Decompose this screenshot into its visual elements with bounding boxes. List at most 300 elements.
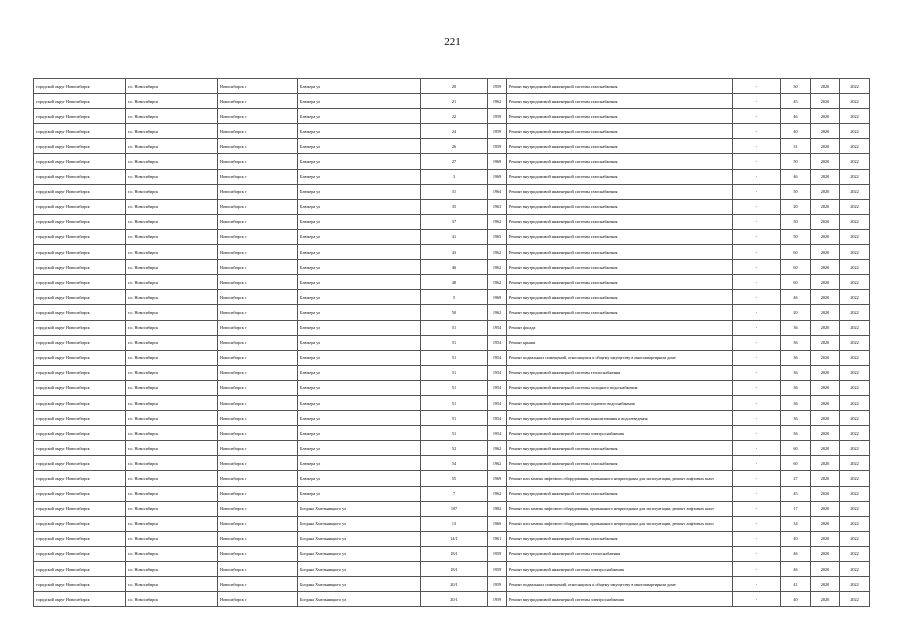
cell-note: - bbox=[733, 395, 781, 410]
cell-settlement: Новосибирск г bbox=[218, 245, 298, 260]
cell-work-type: Ремонт внутридомовой инженерной системы теплоснабжения bbox=[507, 365, 733, 380]
cell-start-year: 2020 bbox=[811, 592, 840, 607]
cell-district: г.о. Новосибирск bbox=[126, 486, 218, 501]
cell-volume: 50 bbox=[781, 154, 811, 169]
cell-municipality: городской округ Новосибирск bbox=[34, 245, 126, 260]
cell-volume: 31 bbox=[781, 139, 811, 154]
cell-volume: 46 bbox=[781, 290, 811, 305]
cell-year: 1962 bbox=[488, 260, 507, 275]
cell-start-year: 2020 bbox=[811, 275, 840, 290]
cell-municipality: городской округ Новосибирск bbox=[34, 139, 126, 154]
cell-end-year: 2022 bbox=[840, 184, 870, 199]
cell-work-type: Ремонт внутридомовой инженерной системы газоснабжения bbox=[507, 169, 733, 184]
cell-municipality: городской округ Новосибирск bbox=[34, 154, 126, 169]
cell-note: - bbox=[733, 139, 781, 154]
cell-district: г.о. Новосибирск bbox=[126, 592, 218, 607]
cell-district: г.о. Новосибирск bbox=[126, 335, 218, 350]
table-row bbox=[34, 305, 870, 320]
cell-note: - bbox=[733, 531, 781, 546]
cell-note: - bbox=[733, 305, 781, 320]
table-row bbox=[34, 79, 870, 94]
cell-work-type: Ремонт внутридомовой инженерной системы холодного водоснабжения bbox=[507, 380, 733, 395]
cell-district: г.о. Новосибирск bbox=[126, 501, 218, 516]
cell-work-type: Ремонт внутридомовой инженерной системы электроснабжения bbox=[507, 592, 733, 607]
cell-settlement: Новосибирск г bbox=[218, 290, 298, 305]
cell-work-type: Ремонт внутридомовой инженерной системы электроснабжения bbox=[507, 426, 733, 441]
cell-start-year: 2020 bbox=[811, 516, 840, 531]
cell-settlement: Новосибирск г bbox=[218, 350, 298, 365]
cell-settlement: Новосибирск г bbox=[218, 184, 298, 199]
cell-note: - bbox=[733, 79, 781, 94]
cell-note: - bbox=[733, 94, 781, 109]
cell-end-year: 2022 bbox=[840, 229, 870, 244]
cell-note: - bbox=[733, 562, 781, 577]
cell-street: Блюхера ул bbox=[298, 335, 421, 350]
cell-start-year: 2020 bbox=[811, 471, 840, 486]
cell-note: - bbox=[733, 199, 781, 214]
cell-district: г.о. Новосибирск bbox=[126, 441, 218, 456]
cell-end-year: 2022 bbox=[840, 305, 870, 320]
table-row bbox=[34, 380, 870, 395]
cell-street: Богдана Хмельницкого ул bbox=[298, 501, 421, 516]
table-row bbox=[34, 320, 870, 335]
cell-end-year: 2022 bbox=[840, 516, 870, 531]
cell-year: 1969 bbox=[488, 290, 507, 305]
cell-work-type: Ремонт внутридомовой инженерной системы газоснабжения bbox=[507, 229, 733, 244]
cell-start-year: 2020 bbox=[811, 79, 840, 94]
cell-year: 1959 bbox=[488, 592, 507, 607]
cell-year: 1962 bbox=[488, 305, 507, 320]
cell-volume: 36 bbox=[781, 395, 811, 410]
cell-start-year: 2020 bbox=[811, 305, 840, 320]
table-row bbox=[34, 124, 870, 139]
table-row bbox=[34, 592, 870, 607]
cell-house: 51 bbox=[421, 365, 488, 380]
cell-street: Блюхера ул bbox=[298, 245, 421, 260]
cell-settlement: Новосибирск г bbox=[218, 214, 298, 229]
cell-house: 22 bbox=[421, 109, 488, 124]
table-row bbox=[34, 546, 870, 561]
cell-settlement: Новосибирск г bbox=[218, 305, 298, 320]
cell-note: - bbox=[733, 214, 781, 229]
cell-end-year: 2022 bbox=[840, 260, 870, 275]
table-row bbox=[34, 411, 870, 426]
cell-year: 1959 bbox=[488, 139, 507, 154]
cell-note: - bbox=[733, 320, 781, 335]
cell-work-type: Ремонт внутридомовой инженерной системы газоснабжения bbox=[507, 109, 733, 124]
cell-start-year: 2020 bbox=[811, 94, 840, 109]
cell-district: г.о. Новосибирск bbox=[126, 229, 218, 244]
cell-volume: 36 bbox=[781, 411, 811, 426]
cell-note: - bbox=[733, 516, 781, 531]
cell-volume: 60 bbox=[781, 260, 811, 275]
cell-note: - bbox=[733, 109, 781, 124]
cell-house: 26 bbox=[421, 139, 488, 154]
cell-volume: 20 bbox=[781, 199, 811, 214]
cell-end-year: 2022 bbox=[840, 199, 870, 214]
cell-municipality: городской округ Новосибирск bbox=[34, 109, 126, 124]
cell-end-year: 2022 bbox=[840, 94, 870, 109]
cell-street: Богдана Хмельницкого ул bbox=[298, 546, 421, 561]
cell-year: 1954 bbox=[488, 365, 507, 380]
cell-year: 1959 bbox=[488, 577, 507, 592]
cell-house: 51 bbox=[421, 426, 488, 441]
cell-volume: 46 bbox=[781, 562, 811, 577]
cell-start-year: 2020 bbox=[811, 260, 840, 275]
cell-work-type: Ремонт внутридомовой инженерной системы газоснабжения bbox=[507, 199, 733, 214]
cell-start-year: 2020 bbox=[811, 169, 840, 184]
cell-house: 54 bbox=[421, 456, 488, 471]
cell-end-year: 2022 bbox=[840, 214, 870, 229]
cell-end-year: 2022 bbox=[840, 139, 870, 154]
cell-municipality: городской округ Новосибирск bbox=[34, 562, 126, 577]
cell-year: 1962 bbox=[488, 214, 507, 229]
cell-district: г.о. Новосибирск bbox=[126, 471, 218, 486]
cell-municipality: городской округ Новосибирск bbox=[34, 426, 126, 441]
cell-house: 37 bbox=[421, 214, 488, 229]
cell-municipality: городской округ Новосибирск bbox=[34, 124, 126, 139]
cell-district: г.о. Новосибирск bbox=[126, 169, 218, 184]
cell-year: 1959 bbox=[488, 109, 507, 124]
cell-end-year: 2022 bbox=[840, 290, 870, 305]
cell-street: Блюхера ул bbox=[298, 290, 421, 305]
cell-house: 20/1 bbox=[421, 592, 488, 607]
cell-settlement: Новосибирск г bbox=[218, 229, 298, 244]
cell-municipality: городской округ Новосибирск bbox=[34, 229, 126, 244]
cell-note: - bbox=[733, 546, 781, 561]
cell-volume: 45 bbox=[781, 486, 811, 501]
cell-end-year: 2022 bbox=[840, 275, 870, 290]
cell-settlement: Новосибирск г bbox=[218, 546, 298, 561]
cell-street: Блюхера ул bbox=[298, 441, 421, 456]
cell-district: г.о. Новосибирск bbox=[126, 380, 218, 395]
cell-volume: 60 bbox=[781, 245, 811, 260]
cell-street: Богдана Хмельницкого ул bbox=[298, 592, 421, 607]
table-row bbox=[34, 562, 870, 577]
table-row bbox=[34, 365, 870, 380]
cell-year: 1959 bbox=[488, 562, 507, 577]
cell-municipality: городской округ Новосибирск bbox=[34, 592, 126, 607]
cell-year: 1954 bbox=[488, 380, 507, 395]
cell-year: 1954 bbox=[488, 335, 507, 350]
cell-end-year: 2022 bbox=[840, 320, 870, 335]
cell-street: Блюхера ул bbox=[298, 365, 421, 380]
cell-start-year: 2020 bbox=[811, 229, 840, 244]
cell-municipality: городской округ Новосибирск bbox=[34, 350, 126, 365]
cell-district: г.о. Новосибирск bbox=[126, 94, 218, 109]
cell-municipality: городской округ Новосибирск bbox=[34, 94, 126, 109]
cell-start-year: 2020 bbox=[811, 441, 840, 456]
cell-street: Блюхера ул bbox=[298, 411, 421, 426]
cell-work-type: Ремонт внутридомовой инженерной системы газоснабжения bbox=[507, 184, 733, 199]
cell-work-type: Ремонт внутридомовой инженерной системы газоснабжения bbox=[507, 290, 733, 305]
cell-year: 1959 bbox=[488, 79, 507, 94]
cell-street: Блюхера ул bbox=[298, 199, 421, 214]
cell-house: 27 bbox=[421, 154, 488, 169]
cell-municipality: городской округ Новосибирск bbox=[34, 320, 126, 335]
cell-volume: 46 bbox=[781, 169, 811, 184]
cell-street: Блюхера ул bbox=[298, 471, 421, 486]
cell-start-year: 2020 bbox=[811, 546, 840, 561]
cell-settlement: Новосибирск г bbox=[218, 486, 298, 501]
cell-volume: 36 bbox=[781, 335, 811, 350]
cell-end-year: 2022 bbox=[840, 109, 870, 124]
cell-volume: 40 bbox=[781, 531, 811, 546]
cell-settlement: Новосибирск г bbox=[218, 79, 298, 94]
cell-end-year: 2022 bbox=[840, 546, 870, 561]
cell-settlement: Новосибирск г bbox=[218, 169, 298, 184]
cell-work-type: Ремонт фасада bbox=[507, 320, 733, 335]
table-row bbox=[34, 290, 870, 305]
cell-street: Блюхера ул bbox=[298, 229, 421, 244]
cell-volume: 36 bbox=[781, 320, 811, 335]
cell-end-year: 2022 bbox=[840, 411, 870, 426]
cell-start-year: 2020 bbox=[811, 245, 840, 260]
cell-volume: 27 bbox=[781, 471, 811, 486]
cell-year: 1954 bbox=[488, 395, 507, 410]
page-number: 221 bbox=[444, 36, 461, 48]
cell-end-year: 2022 bbox=[840, 531, 870, 546]
cell-street: Блюхера ул bbox=[298, 486, 421, 501]
cell-municipality: городской округ Новосибирск bbox=[34, 516, 126, 531]
cell-note: - bbox=[733, 380, 781, 395]
cell-year: 1962 bbox=[488, 94, 507, 109]
cell-end-year: 2022 bbox=[840, 501, 870, 516]
cell-house: 24 bbox=[421, 124, 488, 139]
cell-end-year: 2022 bbox=[840, 365, 870, 380]
cell-settlement: Новосибирск г bbox=[218, 109, 298, 124]
cell-settlement: Новосибирск г bbox=[218, 441, 298, 456]
cell-volume: 40 bbox=[781, 124, 811, 139]
cell-district: г.о. Новосибирск bbox=[126, 411, 218, 426]
cell-year: 1964 bbox=[488, 184, 507, 199]
cell-start-year: 2020 bbox=[811, 577, 840, 592]
cell-street: Блюхера ул bbox=[298, 426, 421, 441]
cell-district: г.о. Новосибирск bbox=[126, 426, 218, 441]
cell-start-year: 2020 bbox=[811, 320, 840, 335]
cell-year: 1969 bbox=[488, 154, 507, 169]
cell-municipality: городской округ Новосибирск bbox=[34, 305, 126, 320]
cell-volume: 41 bbox=[781, 577, 811, 592]
cell-house: 3 bbox=[421, 169, 488, 184]
cell-district: г.о. Новосибирск bbox=[126, 260, 218, 275]
cell-year: 1961 bbox=[488, 531, 507, 546]
cell-end-year: 2022 bbox=[840, 169, 870, 184]
cell-note: - bbox=[733, 245, 781, 260]
cell-end-year: 2022 bbox=[840, 456, 870, 471]
cell-note: - bbox=[733, 501, 781, 516]
cell-year: 1962 bbox=[488, 245, 507, 260]
cell-street: Блюхера ул bbox=[298, 260, 421, 275]
cell-district: г.о. Новосибирск bbox=[126, 275, 218, 290]
cell-street: Блюхера ул bbox=[298, 214, 421, 229]
cell-work-type: Ремонт или замена лифтового оборудования, признанного непригодным для эксплуатации, ремонт лифтовых шахт bbox=[507, 516, 733, 531]
table-row bbox=[34, 109, 870, 124]
cell-settlement: Новосибирск г bbox=[218, 380, 298, 395]
cell-house: 31 bbox=[421, 184, 488, 199]
cell-district: г.о. Новосибирск bbox=[126, 79, 218, 94]
cell-settlement: Новосибирск г bbox=[218, 94, 298, 109]
cell-settlement: Новосибирск г bbox=[218, 335, 298, 350]
cell-municipality: городской округ Новосибирск bbox=[34, 214, 126, 229]
cell-note: - bbox=[733, 350, 781, 365]
cell-house: 51 bbox=[421, 380, 488, 395]
cell-note: - bbox=[733, 486, 781, 501]
table-row bbox=[34, 260, 870, 275]
cell-year: 1954 bbox=[488, 350, 507, 365]
cell-volume: 60 bbox=[781, 456, 811, 471]
cell-note: - bbox=[733, 124, 781, 139]
cell-settlement: Новосибирск г bbox=[218, 592, 298, 607]
cell-settlement: Новосибирск г bbox=[218, 365, 298, 380]
cell-start-year: 2020 bbox=[811, 214, 840, 229]
cell-house: 51 bbox=[421, 350, 488, 365]
cell-municipality: городской округ Новосибирск bbox=[34, 441, 126, 456]
cell-note: - bbox=[733, 456, 781, 471]
cell-year: 1954 bbox=[488, 320, 507, 335]
cell-year: 1962 bbox=[488, 275, 507, 290]
cell-note: - bbox=[733, 592, 781, 607]
cell-street: Блюхера ул bbox=[298, 395, 421, 410]
cell-municipality: городской округ Новосибирск bbox=[34, 365, 126, 380]
cell-year: 1965 bbox=[488, 229, 507, 244]
cell-district: г.о. Новосибирск bbox=[126, 395, 218, 410]
cell-house: 14/1 bbox=[421, 531, 488, 546]
cell-volume: 36 bbox=[781, 350, 811, 365]
cell-end-year: 2022 bbox=[840, 124, 870, 139]
cell-settlement: Новосибирск г bbox=[218, 516, 298, 531]
cell-district: г.о. Новосибирск bbox=[126, 245, 218, 260]
cell-year: 1962 bbox=[488, 456, 507, 471]
cell-work-type: Ремонт или замена лифтового оборудования, признанного непригодным для эксплуатации, ремонт лифтовых шахт bbox=[507, 471, 733, 486]
cell-district: г.о. Новосибирск bbox=[126, 184, 218, 199]
cell-house: 21 bbox=[421, 94, 488, 109]
cell-street: Богдана Хмельницкого ул bbox=[298, 516, 421, 531]
cell-house: 20/1 bbox=[421, 577, 488, 592]
cell-street: Блюхера ул bbox=[298, 79, 421, 94]
cell-start-year: 2020 bbox=[811, 184, 840, 199]
cell-municipality: городской округ Новосибирск bbox=[34, 275, 126, 290]
cell-district: г.о. Новосибирск bbox=[126, 365, 218, 380]
cell-start-year: 2020 bbox=[811, 335, 840, 350]
cell-year: 1963 bbox=[488, 199, 507, 214]
table-row bbox=[34, 335, 870, 350]
cell-house: 13 bbox=[421, 516, 488, 531]
cell-settlement: Новосибирск г bbox=[218, 577, 298, 592]
cell-volume: 40 bbox=[781, 592, 811, 607]
cell-work-type: Ремонт внутридомовой инженерной системы газоснабжения bbox=[507, 486, 733, 501]
cell-settlement: Новосибирск г bbox=[218, 456, 298, 471]
cell-settlement: Новосибирск г bbox=[218, 411, 298, 426]
cell-start-year: 2020 bbox=[811, 426, 840, 441]
cell-start-year: 2020 bbox=[811, 124, 840, 139]
cell-end-year: 2022 bbox=[840, 426, 870, 441]
cell-note: - bbox=[733, 335, 781, 350]
cell-district: г.о. Новосибирск bbox=[126, 350, 218, 365]
cell-end-year: 2022 bbox=[840, 592, 870, 607]
cell-house: 5 bbox=[421, 290, 488, 305]
table-row bbox=[34, 199, 870, 214]
cell-note: - bbox=[733, 365, 781, 380]
cell-volume: 50 bbox=[781, 184, 811, 199]
cell-work-type: Ремонт внутридомовой инженерной системы газоснабжения bbox=[507, 154, 733, 169]
cell-municipality: городской округ Новосибирск bbox=[34, 184, 126, 199]
cell-volume: 20 bbox=[781, 305, 811, 320]
cell-street: Блюхера ул bbox=[298, 456, 421, 471]
cell-house: 50 bbox=[421, 305, 488, 320]
cell-work-type: Ремонт внутридомовой инженерной системы газоснабжения bbox=[507, 139, 733, 154]
cell-municipality: городской округ Новосибирск bbox=[34, 79, 126, 94]
cell-note: - bbox=[733, 260, 781, 275]
cell-work-type: Ремонт или замена лифтового оборудования, признанного непригодным для эксплуатации, ремонт лифтовых шахт bbox=[507, 501, 733, 516]
cell-district: г.о. Новосибирск bbox=[126, 577, 218, 592]
capital-repair-table bbox=[33, 78, 870, 607]
cell-end-year: 2022 bbox=[840, 245, 870, 260]
cell-work-type: Ремонт подвальных помещений, относящихся к общему имуществу в многоквартирном доме bbox=[507, 577, 733, 592]
cell-street: Блюхера ул bbox=[298, 275, 421, 290]
cell-volume: 36 bbox=[781, 380, 811, 395]
table-row bbox=[34, 441, 870, 456]
cell-house: 51 bbox=[421, 411, 488, 426]
cell-volume: 17 bbox=[781, 501, 811, 516]
cell-note: - bbox=[733, 290, 781, 305]
cell-house: 41 bbox=[421, 229, 488, 244]
cell-municipality: городской округ Новосибирск bbox=[34, 411, 126, 426]
cell-settlement: Новосибирск г bbox=[218, 501, 298, 516]
cell-settlement: Новосибирск г bbox=[218, 395, 298, 410]
cell-note: - bbox=[733, 411, 781, 426]
cell-settlement: Новосибирск г bbox=[218, 275, 298, 290]
cell-start-year: 2020 bbox=[811, 109, 840, 124]
cell-volume: 30 bbox=[781, 214, 811, 229]
cell-note: - bbox=[733, 169, 781, 184]
cell-note: - bbox=[733, 441, 781, 456]
cell-house: 52 bbox=[421, 441, 488, 456]
cell-end-year: 2022 bbox=[840, 154, 870, 169]
cell-volume: 45 bbox=[781, 94, 811, 109]
cell-end-year: 2022 bbox=[840, 335, 870, 350]
cell-settlement: Новосибирск г bbox=[218, 562, 298, 577]
cell-house: 46 bbox=[421, 260, 488, 275]
cell-start-year: 2020 bbox=[811, 365, 840, 380]
table-row bbox=[34, 229, 870, 244]
cell-start-year: 2020 bbox=[811, 154, 840, 169]
cell-end-year: 2022 bbox=[840, 79, 870, 94]
cell-district: г.о. Новосибирск bbox=[126, 290, 218, 305]
cell-work-type: Ремонт внутридомовой инженерной системы газоснабжения bbox=[507, 531, 733, 546]
cell-year: 1982 bbox=[488, 501, 507, 516]
table-row bbox=[34, 471, 870, 486]
cell-settlement: Новосибирск г bbox=[218, 531, 298, 546]
table-row bbox=[34, 395, 870, 410]
cell-year: 1969 bbox=[488, 471, 507, 486]
cell-start-year: 2020 bbox=[811, 199, 840, 214]
cell-end-year: 2022 bbox=[840, 471, 870, 486]
cell-start-year: 2020 bbox=[811, 411, 840, 426]
cell-street: Блюхера ул bbox=[298, 94, 421, 109]
table-row bbox=[34, 426, 870, 441]
cell-district: г.о. Новосибирск bbox=[126, 139, 218, 154]
cell-volume: 46 bbox=[781, 109, 811, 124]
table-body bbox=[34, 79, 870, 607]
cell-work-type: Ремонт внутридомовой инженерной системы газоснабжения bbox=[507, 124, 733, 139]
cell-district: г.о. Новосибирск bbox=[126, 320, 218, 335]
cell-work-type: Ремонт внутридомовой инженерной системы канализования и водоотведения bbox=[507, 411, 733, 426]
cell-year: 1954 bbox=[488, 411, 507, 426]
cell-house: 55 bbox=[421, 471, 488, 486]
cell-municipality: городской округ Новосибирск bbox=[34, 169, 126, 184]
cell-note: - bbox=[733, 577, 781, 592]
